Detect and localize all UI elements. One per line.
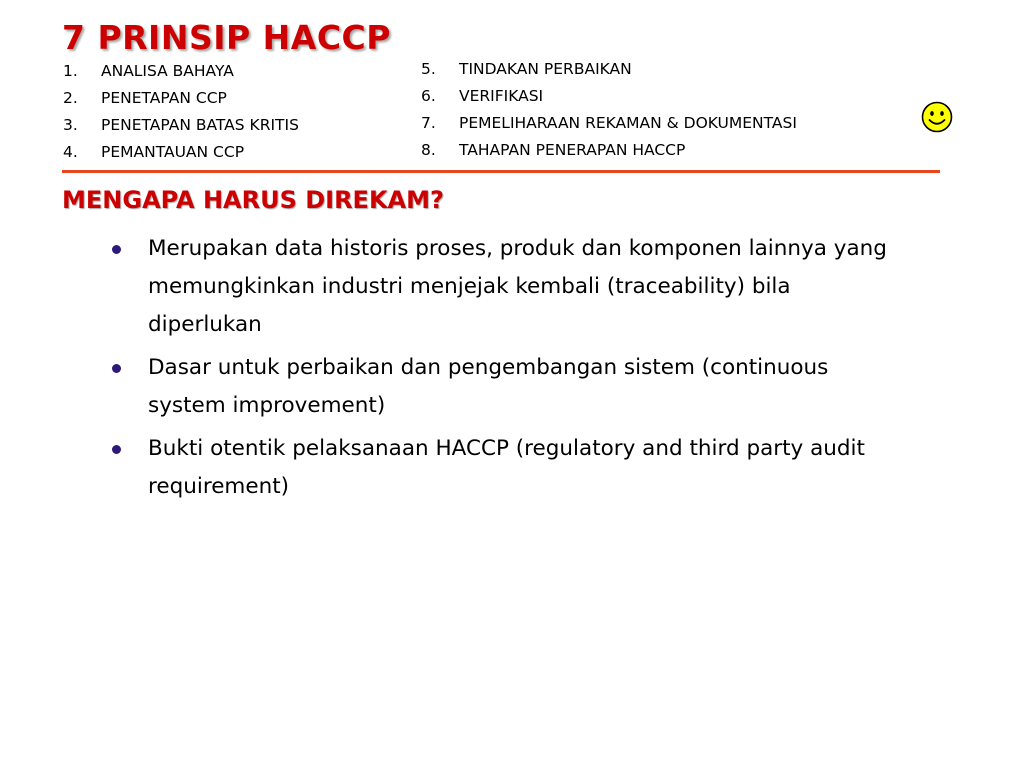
bullet-dot-icon <box>112 245 121 254</box>
principle-number: 5. <box>421 60 436 78</box>
principle-number: 7. <box>421 114 436 132</box>
bullet-text: Dasar untuk perbaikan dan pengembangan sistem (continuous system improvement) <box>148 355 829 418</box>
bullet-text: Merupakan data historis proses, produk dan komponen lainnya yang memungkinkan industri menjejak kembali (traceability) bila diperlukan <box>148 236 887 337</box>
principle-item <box>421 137 797 164</box>
bullet-dot-icon <box>112 364 121 373</box>
section-heading: MENGAPA HARUS DIREKAM? <box>62 186 444 214</box>
principle-item <box>63 112 299 139</box>
principle-label: TAHAPAN PENERAPAN HACCP <box>459 141 686 159</box>
principle-label: PENETAPAN BATAS KRITIS <box>101 116 299 134</box>
principles-list-left <box>63 58 299 166</box>
principle-item <box>63 58 299 85</box>
slide-title: 7 PRINSIP HACCP <box>62 18 391 57</box>
smiley-face-icon <box>921 101 953 133</box>
principle-label: PENETAPAN CCP <box>101 89 227 107</box>
principle-number: 6. <box>421 87 436 105</box>
principle-label: VERIFIKASI <box>459 87 544 105</box>
principle-label: ANALISA BAHAYA <box>101 62 234 80</box>
title-divider <box>62 170 940 173</box>
principle-number: 4. <box>63 143 78 161</box>
principle-item-highlighted <box>421 110 797 137</box>
principle-number: 1. <box>63 62 78 80</box>
bullet-dot-icon <box>112 445 121 454</box>
principle-item <box>63 139 299 166</box>
principle-label: TINDAKAN PERBAIKAN <box>459 60 632 78</box>
principles-list-right <box>421 56 797 164</box>
principle-label: PEMELIHARAAN REKAMAN & DOKUMENTASI <box>459 114 797 132</box>
principle-number: 8. <box>421 141 436 159</box>
bullet-list <box>110 230 910 511</box>
principle-item <box>421 56 797 83</box>
principle-item <box>421 83 797 110</box>
bullet-item <box>110 349 910 425</box>
bullet-item <box>110 230 910 344</box>
bullet-item <box>110 430 910 506</box>
principle-number: 2. <box>63 89 78 107</box>
principle-number: 3. <box>63 116 78 134</box>
principle-item <box>63 85 299 112</box>
principle-label: PEMANTAUAN CCP <box>101 143 245 161</box>
bullet-text: Bukti otentik pelaksanaan HACCP (regulatory and third party audit requirement) <box>148 436 865 499</box>
